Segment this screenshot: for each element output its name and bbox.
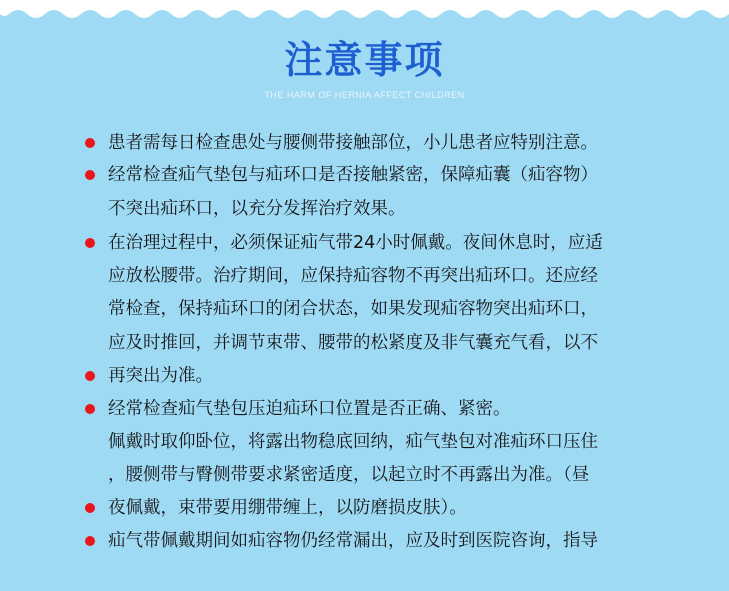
bullet-dot xyxy=(85,138,95,148)
text-line: 疝气带佩戴期间如疝容物仍经常漏出，应及时到医院咨询，指导 xyxy=(108,531,598,551)
text-line: 不突出疝环口，以充分发挥治疗效果。 xyxy=(108,199,406,219)
text-line: ，腰侧带与臀侧带要求紧密适度，以起立时不再露出为准。（昼 xyxy=(108,465,590,485)
text-line: 常检查，保持疝环口的闭合状态，如果发现疝容物突出疝环口， xyxy=(108,299,598,319)
page-subtitle: THE HARM OF HERNIA AFFECT CHILDREN xyxy=(264,90,465,100)
text-line: 经常检查疝气垫包与疝环口是否接触紧密，保障疝囊（疝容物） xyxy=(108,165,598,185)
bullet-dot xyxy=(85,238,95,248)
text-line: 佩戴时取仰卧位，将露出物稳底回纳，疝气垫包对准疝环口压住 xyxy=(108,432,598,452)
bullet-dot xyxy=(85,404,95,414)
page-title: 注意事项 xyxy=(284,38,445,82)
text-line: 应及时推回，并调节束带、腰带的松紧度及非气囊充气看，以不 xyxy=(108,333,598,353)
bullet-dot xyxy=(85,371,95,381)
bullet-dot xyxy=(85,503,95,513)
text-line: 患者需每日检查患处与腰侧带接触部位，小儿患者应特别注意。 xyxy=(108,133,598,153)
text-line: 再突出为准。 xyxy=(108,366,213,386)
bullet-dot xyxy=(85,170,95,180)
text-line: 经常检查疝气垫包压迫疝环口位置是否正确、紧密。 xyxy=(108,399,511,419)
text-line: 夜佩戴，束带要用绷带缠上，以防磨损皮肤）。 xyxy=(108,498,467,518)
text-line: 应放松腰带。治疗期间，应保持疝容物不再突出疝环口。还应经 xyxy=(108,266,598,286)
bullet-dot xyxy=(85,536,95,546)
text-line: 在治理过程中，必须保证疝气带24小时佩戴。夜间休息时，应适 xyxy=(108,233,603,253)
wave-border xyxy=(0,0,729,26)
